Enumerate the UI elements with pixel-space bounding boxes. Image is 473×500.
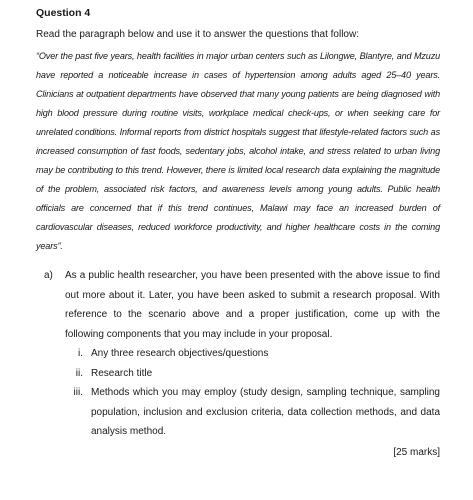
part-a-text: As a public health researcher, you have been presented with the above issue to find out more about it. Later, you have been asked to submit a research proposal. With reference to the scenario above and a proper justification, come up with the following components that you may include in your proposal. — [65, 270, 440, 340]
part-a-label: a) — [44, 270, 53, 281]
part-a-subitems — [65, 344, 440, 442]
list-item-text: Methods which you may employ (study design, sampling technique, sampling population, inclusion and exclusion criteria, data collection methods, and data analysis method. — [91, 387, 440, 437]
part-a — [36, 266, 440, 462]
list-item-label: iii. — [73, 387, 83, 398]
part-a-body — [65, 266, 440, 462]
list-item-text: Any three research objectives/questions — [91, 348, 269, 359]
question-parts — [36, 266, 440, 462]
question-title: Question 4 — [36, 7, 91, 19]
list-item — [65, 364, 440, 384]
list-item-text: Research title — [91, 367, 153, 379]
list-item — [65, 383, 440, 442]
scenario-passage: “Over the past five years, health facilities in major urban centers such as Lilongwe, Blantyre, and Mzuzu have reported a noticeable increase in cases of hypertension among adults aged 25–40 years. Clinicians at outpatient departments have observed that many young patients are being diagnosed with high blood pressure during routine visits, workplace medical check-ups, or when seeking care for unrelated conditions. Informal reports from district hospitals suggest that lifestyle-related factors such as increased consumption of fast foods, sedentary jobs, alcohol intake, and stress related to urban living may be contributing to this trend. However, there is limited local research data explaining the magnitude of the problem, associated risk factors, and awareness levels among young adults. Public health officials are concerned that if this trend continues, Malawi may face an increased burden of cardiovascular diseases, reduced workforce productivity, and higher healthcare costs in the coming years”. — [36, 51, 440, 251]
list-item-label: i. — [78, 348, 83, 359]
list-item — [65, 344, 440, 364]
marks-label: [25 marks] — [393, 446, 440, 458]
list-item-label: ii. — [75, 367, 83, 379]
question-intro: Read the paragraph below and use it to answer the questions that follow: — [36, 29, 359, 40]
question-page — [36, 6, 440, 462]
